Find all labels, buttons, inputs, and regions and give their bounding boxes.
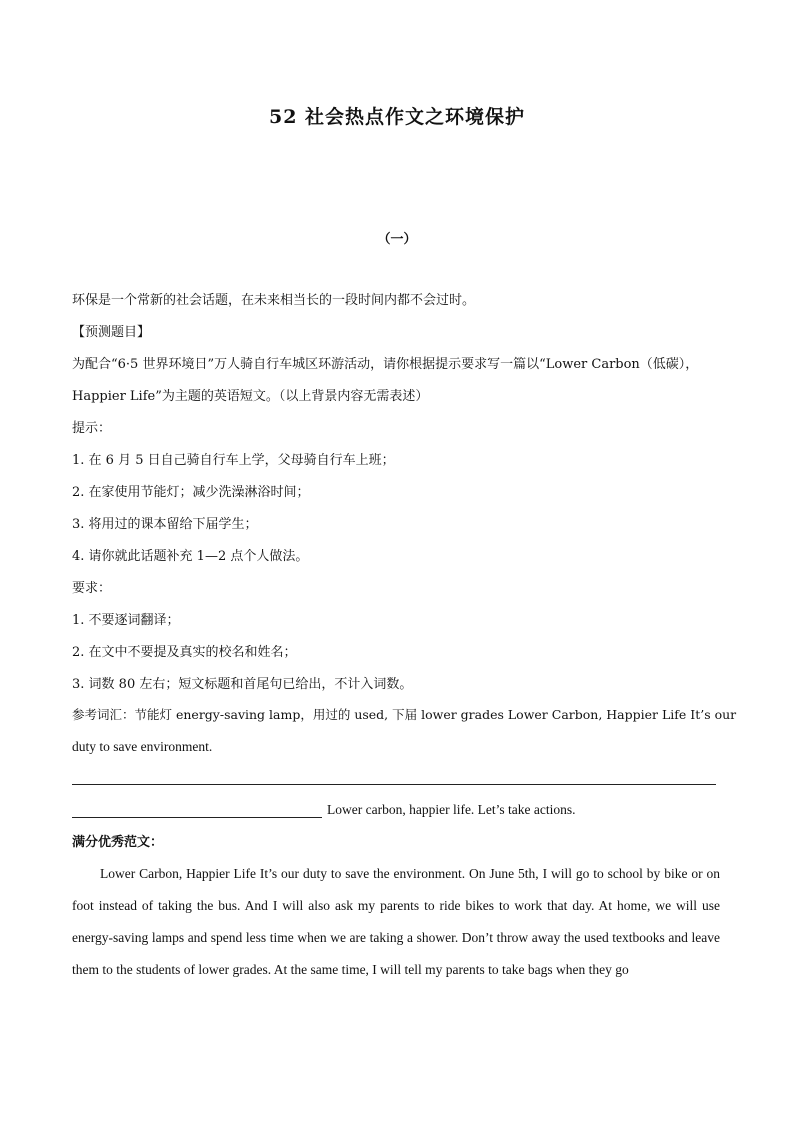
- hint-item: 4. 请你就此话题补充 1—2 点个人做法。: [72, 549, 309, 564]
- blank-ending-sentence: Lower carbon, happier life. Let’s take actions.: [327, 802, 576, 817]
- answer-blank-line-short: [72, 817, 322, 818]
- vocab-line-1: 参考词汇：节能灯 energy-saving lamp，用过的 used, 下届 lower grades Lower Carbon, Happier Life It’s our: [72, 707, 737, 722]
- requirement-item: 1. 不要逐词翻译；: [72, 613, 180, 628]
- sample-heading: 满分优秀范文：: [72, 835, 164, 850]
- prompt-line-1: 为配合“6·5 世界环境日”万人骑自行车城区环游活动，请你根据提示要求写一篇以“Lower Carbon（低碳），: [72, 357, 699, 372]
- requirement-item: 2. 在文中不要提及真实的校名和姓名；: [72, 645, 297, 660]
- hint-item: 1. 在 6 月 5 日自己骑自行车上学，父母骑自行车上班；: [72, 453, 395, 468]
- intro-text: 环保是一个常新的社会话题，在未来相当长的一段时间内都不会过时。: [72, 293, 476, 308]
- prompt-line-2: Happier Life”为主题的英语短文。（以上背景内容无需表述）: [72, 389, 429, 404]
- requirements-heading: 要求：: [72, 581, 112, 596]
- section-number: （一）: [377, 232, 417, 247]
- hint-item: 2. 在家使用节能灯；减少洗澡淋浴时间；: [72, 485, 310, 500]
- sample-essay: Lower Carbon, Happier Life It’s our duty to save the environment. On June 5th, I will go to school by bike or on foot instead of taking the bus. And I will also ask my parents to ride bikes to work that day. At home, we will use energy-saving lamps and spend less time when we are taking a shower. Don’t throw away the used textbooks and leave them to the students of lower grades. At the same time, I will tell my parents to take bags when they go: [72, 866, 720, 977]
- answer-blank-line: [72, 784, 716, 785]
- hints-heading: 提示：: [72, 421, 112, 436]
- requirement-item: 3. 词数 80 左右；短文标题和首尾句已给出，不计入词数。: [72, 677, 413, 692]
- hint-item: 3. 将用过的课本留给下届学生；: [72, 517, 258, 532]
- topic-heading: 【预测题目】: [72, 325, 151, 340]
- vocab-line-2: duty to save environment.: [72, 739, 213, 754]
- page-title: 52 社会热点作文之环境保护: [268, 106, 526, 128]
